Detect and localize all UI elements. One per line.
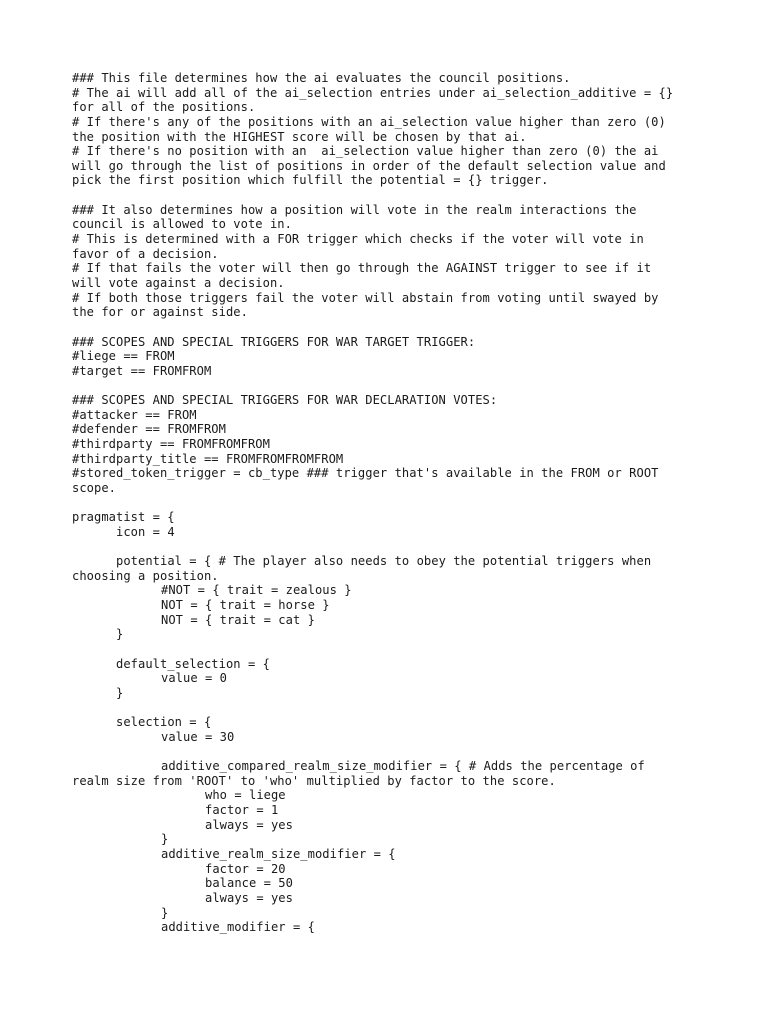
code-line: pragmatist = { <box>72 510 175 525</box>
code-line: selection = { <box>116 715 212 730</box>
code-line: council is allowed to vote in. <box>72 217 292 232</box>
code-line: will go through the list of positions in order of the default selection value and <box>72 158 666 173</box>
code-line: ### SCOPES AND SPECIAL TRIGGERS FOR WAR DECLARATION VOTES: <box>72 393 498 408</box>
code-line: default_selection = { <box>116 656 270 671</box>
code-line: for all of the positions. <box>72 100 256 115</box>
code-line: who = liege <box>205 788 286 803</box>
code-line: #thirdparty == FROMFROMFROM <box>72 437 270 452</box>
code-line: always = yes <box>205 817 293 832</box>
code-line: factor = 1 <box>205 803 279 818</box>
code-line: } <box>161 905 169 920</box>
code-line: value = 0 <box>161 671 227 686</box>
blank-line <box>72 540 732 555</box>
code-line: additive_compared_realm_size_modifier = { # Adds the percentage of <box>161 759 645 774</box>
code-line: # If both those triggers fail the voter will abstain from voting until swayed by <box>72 290 659 305</box>
blank-line <box>72 378 732 393</box>
code-line: #defender == FROMFROM <box>72 422 226 437</box>
code-line: } <box>116 685 124 700</box>
blank-line <box>72 320 732 335</box>
pragmatist-block <box>72 510 732 935</box>
code-line: # The ai will add all of the ai_selection entries under ai_selection_additive = {} <box>72 85 674 100</box>
code-line: the position with the HIGHEST score will be chosen by that ai. <box>72 129 527 144</box>
blank-line <box>72 744 732 759</box>
code-line: additive_modifier = { <box>161 920 315 935</box>
blank-line <box>72 188 732 203</box>
code-line: additive_realm_size_modifier = { <box>161 846 396 861</box>
voting-comment-block <box>72 203 732 320</box>
code-line: balance = 50 <box>205 876 293 891</box>
code-line: potential = { # The player also needs to obey the potential triggers when <box>116 554 652 569</box>
code-line: realm size from 'ROOT' to 'who' multiplied by factor to the score. <box>72 773 556 788</box>
code-line: #NOT = { trait = zealous } <box>161 583 352 598</box>
code-line: value = 30 <box>161 729 235 744</box>
code-line: NOT = { trait = horse } <box>161 598 330 613</box>
code-line: will vote against a decision. <box>72 275 285 290</box>
code-line: ### It also determines how a position will vote in the realm interactions the <box>72 202 637 217</box>
code-line: scope. <box>72 480 116 495</box>
code-line: NOT = { trait = cat } <box>161 612 315 627</box>
code-line: #stored_token_trigger = cb_type ### trigger that's available in the FROM or ROOT <box>72 466 659 481</box>
blank-line <box>72 701 732 716</box>
war-target-block <box>72 335 732 379</box>
code-line: # This is determined with a FOR trigger which checks if the voter will vote in <box>72 232 644 247</box>
code-line: pick the first position which fulfill the potential = {} trigger. <box>72 173 549 188</box>
code-line: } <box>116 627 124 642</box>
document-page <box>72 71 732 935</box>
code-line: #thirdparty_title == FROMFROMFROMFROM <box>72 451 344 466</box>
war-declaration-block <box>72 393 732 495</box>
code-line: # If there's any of the positions with an ai_selection value higher than zero (0) <box>72 114 666 129</box>
code-line: the for or against side. <box>72 305 248 320</box>
code-line: #liege == FROM <box>72 349 175 364</box>
code-line: #target == FROMFROM <box>72 363 212 378</box>
code-line: ### SCOPES AND SPECIAL TRIGGERS FOR WAR TARGET TRIGGER: <box>72 334 476 349</box>
code-line: } <box>161 832 169 847</box>
code-line: #attacker == FROM <box>72 407 197 422</box>
code-line: ### This file determines how the ai evaluates the council positions. <box>72 71 571 85</box>
code-line: factor = 20 <box>205 861 286 876</box>
blank-line <box>72 496 732 511</box>
blank-line <box>72 642 732 657</box>
code-line: icon = 4 <box>116 524 175 539</box>
code-line: # If that fails the voter will then go through the AGAINST trigger to see if it <box>72 261 652 276</box>
code-line: # If there's no position with an ai_selection value higher than zero (0) the ai <box>72 144 659 159</box>
intro-comment-block <box>72 71 732 188</box>
code-line: always = yes <box>205 890 293 905</box>
code-line: favor of a decision. <box>72 246 219 261</box>
code-line: choosing a position. <box>72 568 219 583</box>
